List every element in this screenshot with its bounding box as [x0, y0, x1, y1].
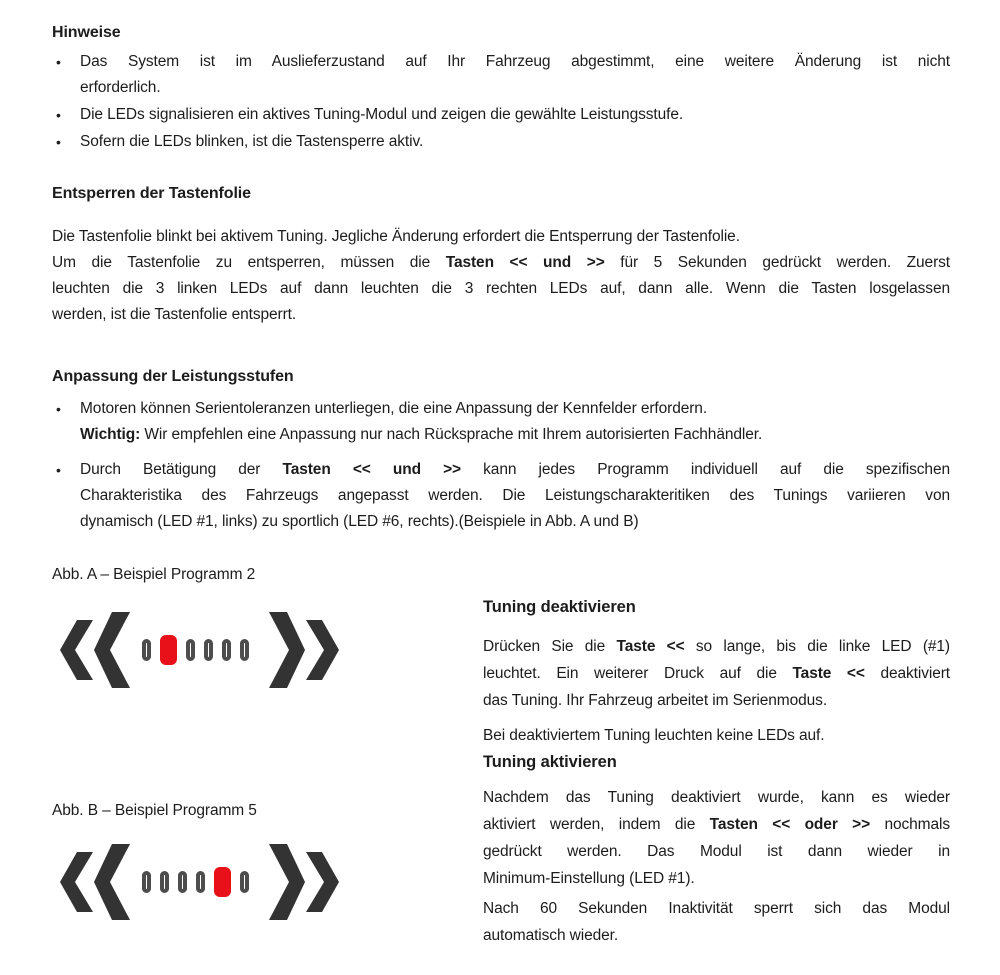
bullet-item [52, 49, 950, 101]
led-indicator-active [214, 867, 231, 897]
led-indicator [178, 871, 187, 893]
bullet-text [80, 396, 950, 448]
led-row [142, 635, 249, 665]
led-indicator [160, 871, 169, 893]
tuning-aktivieren-heading: Tuning aktivieren [483, 753, 617, 771]
led-indicator [142, 639, 151, 661]
text-line: leuchten die 3 linken LEDs auf dann leuchten die 3 rechten LEDs auf, dann alle. Wenn die Tasten losgelassen [52, 280, 950, 297]
hinweise-bullet-list [52, 49, 950, 155]
figure-a-caption: Abb. A – Beispiel Programm 2 [52, 566, 256, 583]
led-indicator [196, 871, 205, 893]
bullet-marker: • [56, 107, 61, 123]
activate-paragraph-1 [483, 784, 950, 892]
figure-b-caption: Abb. B – Beispiel Programm 5 [52, 802, 257, 819]
chevron-double-right-icon [269, 844, 339, 920]
led-indicator [240, 639, 249, 661]
entsperren-paragraph [52, 224, 950, 328]
bullet-item [52, 457, 950, 535]
bullet-text [80, 129, 950, 155]
chevron-double-left-icon [60, 612, 130, 688]
text-line: Die LEDs signalisieren ein aktives Tuning-Modul und zeigen die gewählte Leistungsstufe. [80, 106, 684, 123]
text-line: Motoren können Serientoleranzen unterliegen, die eine Anpassung der Kennfelder erfordern. [80, 400, 708, 417]
section-entsperren [52, 181, 950, 328]
text-line: Nach 60 Sekunden Inaktivität sperrt sich das Modul [483, 900, 950, 917]
text-line: werden, ist die Tastenfolie entsperrt. [52, 306, 297, 323]
text-line: Sofern die LEDs blinken, ist die Tastensperre aktiv. [80, 133, 424, 150]
led-indicator [240, 871, 249, 893]
hinweise-heading: Hinweise [52, 24, 121, 41]
text-line: Um die Tastenfolie zu entsperren, müssen die Tasten << und >> für 5 Sekunden gedrückt werden. Zuerst [52, 254, 950, 271]
bullet-item [52, 129, 950, 155]
text-line: Die Tastenfolie blinkt bei aktivem Tuning. Jegliche Änderung erfordert die Entsperrung der Tastenfolie. [52, 228, 740, 245]
section-anpassung [52, 364, 950, 535]
led-indicator [204, 639, 213, 661]
tuning-deaktivieren-heading: Tuning deaktivieren [483, 598, 636, 616]
bullet-item [52, 102, 950, 128]
text-line: automatisch wieder. [483, 927, 619, 944]
anpassung-bullet-list [52, 396, 950, 535]
bullet-marker: • [56, 401, 61, 417]
chevron-double-left-icon [60, 844, 130, 920]
deactivate-paragraph-1 [483, 633, 950, 714]
main-content [52, 20, 950, 536]
right-column [483, 594, 950, 949]
text-line: Das System ist im Auslieferzustand auf Ihr Fahrzeug abgestimmt, eine weitere Änderung ist nicht [80, 53, 950, 70]
section-hinweise [52, 20, 950, 155]
text-line: leuchtet. Ein weiterer Druck auf die Taste << deaktiviert [483, 665, 951, 682]
text-line: gedrückt werden. Das Modul ist dann wieder in [483, 843, 950, 860]
led-indicator [186, 639, 195, 661]
activate-paragraph-2 [483, 895, 950, 949]
deactivate-paragraph-2 [483, 722, 950, 749]
text-line: Bei deaktiviertem Tuning leuchten keine LEDs auf. [483, 727, 825, 744]
anpassung-heading: Anpassung der Leistungsstufen [52, 368, 294, 385]
figure-b-led-panel [60, 844, 339, 920]
text-line: Durch Betätigung der Tasten << und >> kann jedes Programm individuell auf die spezifischen [80, 461, 950, 478]
text-line: Drücken Sie die Taste << so lange, bis die linke LED (#1) [483, 638, 950, 655]
figure-a-led-panel [60, 612, 339, 688]
bullet-marker: • [56, 54, 61, 70]
entsperren-heading: Entsperren der Tastenfolie [52, 185, 251, 202]
bullet-marker: • [56, 134, 61, 150]
text-line: das Tuning. Ihr Fahrzeug arbeitet im Serienmodus. [483, 692, 828, 709]
text-line: aktiviert werden, indem die Tasten << oder >> nochmals [483, 816, 950, 833]
bullet-marker: • [56, 462, 61, 478]
text-line: erforderlich. [80, 79, 161, 96]
led-row [142, 867, 249, 897]
bullet-text [80, 457, 950, 535]
text-line: Wichtig: Wir empfehlen eine Anpassung nur nach Rücksprache mit Ihrem autorisierten Fachhändler. [80, 426, 763, 443]
text-line: Minimum-Einstellung (LED #1). [483, 870, 695, 887]
text-line: Charakteristika des Fahrzeugs angepasst werden. Die Leistungscharakteritiken des Tunings variieren von [80, 487, 950, 504]
bullet-text [80, 102, 950, 128]
text-line: dynamisch (LED #1, links) zu sportlich (LED #6, rechts).(Beispiele in Abb. A und B) [80, 513, 639, 530]
figures-region [52, 548, 950, 975]
led-indicator [142, 871, 151, 893]
led-indicator-active [160, 635, 177, 665]
text-line: Nachdem das Tuning deaktiviert wurde, kann es wieder [483, 789, 950, 806]
led-indicator [222, 639, 231, 661]
chevron-double-right-icon [269, 612, 339, 688]
bullet-text [80, 49, 950, 101]
bullet-item [52, 396, 950, 448]
